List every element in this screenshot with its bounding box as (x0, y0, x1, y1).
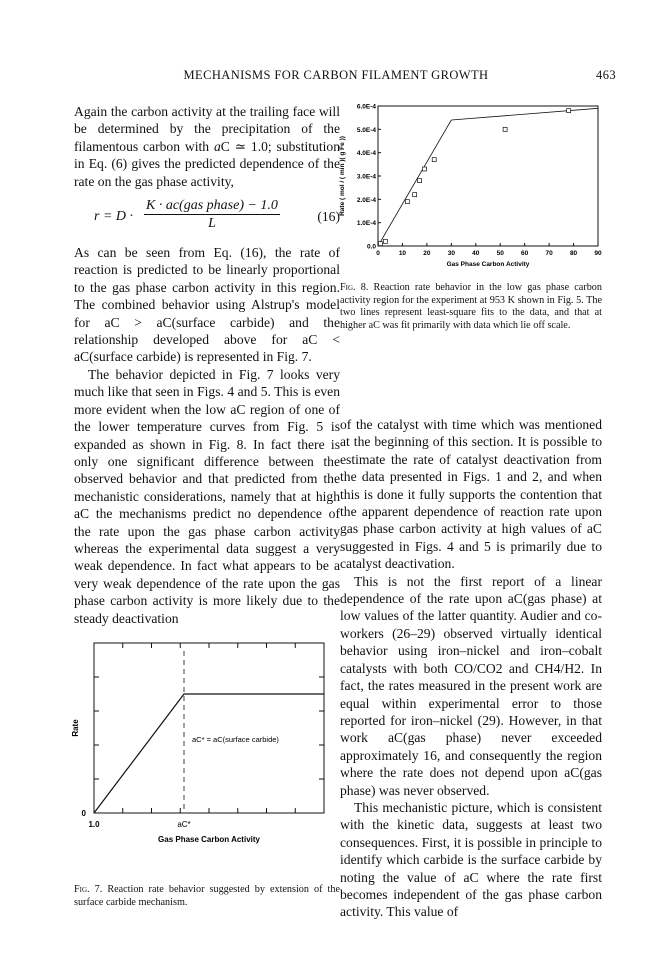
fig8-x-tick-label: 80 (569, 250, 578, 257)
fig8-y-tick-label: 6.0E-4 (356, 103, 376, 111)
fig7-x-tick-label: 1.0 (88, 820, 100, 829)
fig8-data-point (503, 127, 507, 131)
fig8-chart (336, 100, 606, 278)
fig7-y-axis-label: Rate (71, 719, 80, 737)
fig8-x-tick-label: 50 (496, 250, 504, 257)
page-number: 463 (596, 68, 616, 82)
fig8-y-tick-label: 3.0E-4 (356, 173, 376, 181)
right-column (340, 416, 602, 921)
fig8-y-axis-label: Rate ( mol / ( min )( g Fe )) (339, 136, 346, 216)
fig8-y-tick-label: 0.0 (366, 243, 376, 251)
right-paragraph-1: of the catalyst with time which was mentioned at the beginning of this section. It is possible to estimate the rate of catalyst deactivation from the data presented in Figs. 1 and 2, and when this is done it fully supports the contention that the apparent dependence of reaction rate upon gas phase carbon activity at high values of aC suggested in Figs. 4 and 5 is primarily due to catalyst deactivation. (340, 417, 602, 572)
fig7-x-tick-label: aC* (177, 820, 191, 829)
fig8-data-point (383, 239, 387, 243)
left-column-top (74, 103, 340, 627)
fig7-annotation: aC* = aC(surface carbide) (192, 735, 279, 744)
fig8-x-tick-label: 0 (376, 250, 380, 257)
fig8-x-tick-label: 30 (447, 250, 455, 257)
fig8-x-tick-label: 70 (545, 250, 553, 257)
running-title: MECHANISMS FOR CARBON FILAMENT GROWTH (183, 68, 489, 82)
fig7-rate-line (94, 694, 324, 813)
fig8-data-point (422, 167, 426, 171)
paragraph-2: As can be seen from Eq. (16), the rate of reaction is predicted to be linearly proportional to the gas phase carbon activity in this region. The combined behavior using Alstrup's model for aC > aC(surface carbide) and the relationship developed above for aC < aC(surface carbide) is represented in Fig. 7. (74, 245, 340, 365)
fig8-x-tick-label: 90 (594, 250, 602, 257)
fig8-data-point (567, 109, 571, 113)
fig8-data-point (405, 200, 409, 204)
fig8-x-tick-label: 40 (472, 250, 480, 257)
fig8-y-tick-label: 2.0E-4 (356, 196, 376, 204)
right-paragraph-2: This is not the first report of a linear dependence of the rate upon aC(gas phase) at low values of the latter quantity. Audier and co-workers (26–29) observed virtually identical behavior using iron–nickel and iron–cobalt catalysts with both CO/CO2 and CH4/H2. In fact, the rates measured in the present work are equal within experimental error to those reported for iron–nickel (29). However, in that work aC(gas phase) never exceeded approximately 16, and consequently the region where the rate does not depend upon aC(gas phase) was never observed. (340, 573, 602, 798)
fig7-y-tick-label: 0 (81, 809, 86, 818)
fig7-caption: Fig. 7. Reaction rate behavior suggested by extension of the surface carbide mechanism. (74, 884, 340, 908)
fig8-fit-line (451, 108, 598, 120)
fig8-data-point (418, 179, 422, 183)
right-paragraph-3: This mechanistic picture, which is consistent with the kinetic data, suggests at least two consequences. First, it is possible in principle to identify which carbide is the surface carbide by noting the value of aC where the rate first becomes independent of the gas phase carbon activity. This value of (340, 799, 602, 920)
fig8-caption: Fig. 8. Reaction rate behavior in the low gas phase carbon activity region for the experiment at 953 K shown in Fig. 5. The two lines represent least-square fits to the data, and that at higher aC was fit primarily with data which lie off scale. (340, 282, 602, 331)
fig8-x-tick-label: 10 (398, 250, 407, 257)
fig8-data-point (432, 158, 436, 162)
paragraph-1: Again the carbon activity at the trailing face will be determined by the precipitation of the filamentous carbon with aC ≃ 1.0; substitution in Eq. (6) gives the predicted dependence of the rate on the gas phase activity, (74, 104, 340, 189)
fig8-x-tick-label: 60 (521, 250, 529, 257)
fig8-frame (378, 106, 598, 246)
fig8-y-tick-label: 5.0E-4 (356, 126, 376, 134)
fig8-marks (378, 108, 598, 246)
paragraph-3: The behavior depicted in Fig. 7 looks very much like that seen in Figs. 4 and 5. This is even more evident when the low aC region of one of the lower temperature curves from Fig. 5 is expanded as shown in Fig. 8. In fact there is only one significant difference between the observed behavior and that predicted from the mechanistic considerations, namely that at high aC the mechanisms predict no dependence of the rate upon the gas phase carbon activity whereas the experimental data suggest a very weak dependence. In fact what appears to be a very weak dependence of the rate upon the gas phase carbon activity is more likely due to the steady deactivation (74, 366, 340, 626)
equation-16: r = D · K · ac(gas phase) − 1.0 L (16) (94, 198, 340, 232)
fig7-x-axis-label: Gas Phase Carbon Activity (158, 835, 260, 844)
fig7-chart (70, 605, 330, 875)
fig8-y-tick-label: 4.0E-4 (356, 150, 376, 158)
equation-number: (16) (317, 209, 340, 225)
fig7-marks (94, 651, 324, 813)
fig7-frame (94, 643, 324, 813)
fig8-y-tick-label: 1.0E-4 (356, 220, 376, 228)
fig8-fit-line (378, 120, 451, 246)
fig8-x-tick-label: 20 (423, 250, 431, 257)
fig8-x-axis-label: Gas Phase Carbon Activity (446, 261, 530, 268)
fig8-data-point (378, 242, 382, 246)
fig8-data-point (413, 193, 417, 197)
running-header (56, 68, 616, 86)
